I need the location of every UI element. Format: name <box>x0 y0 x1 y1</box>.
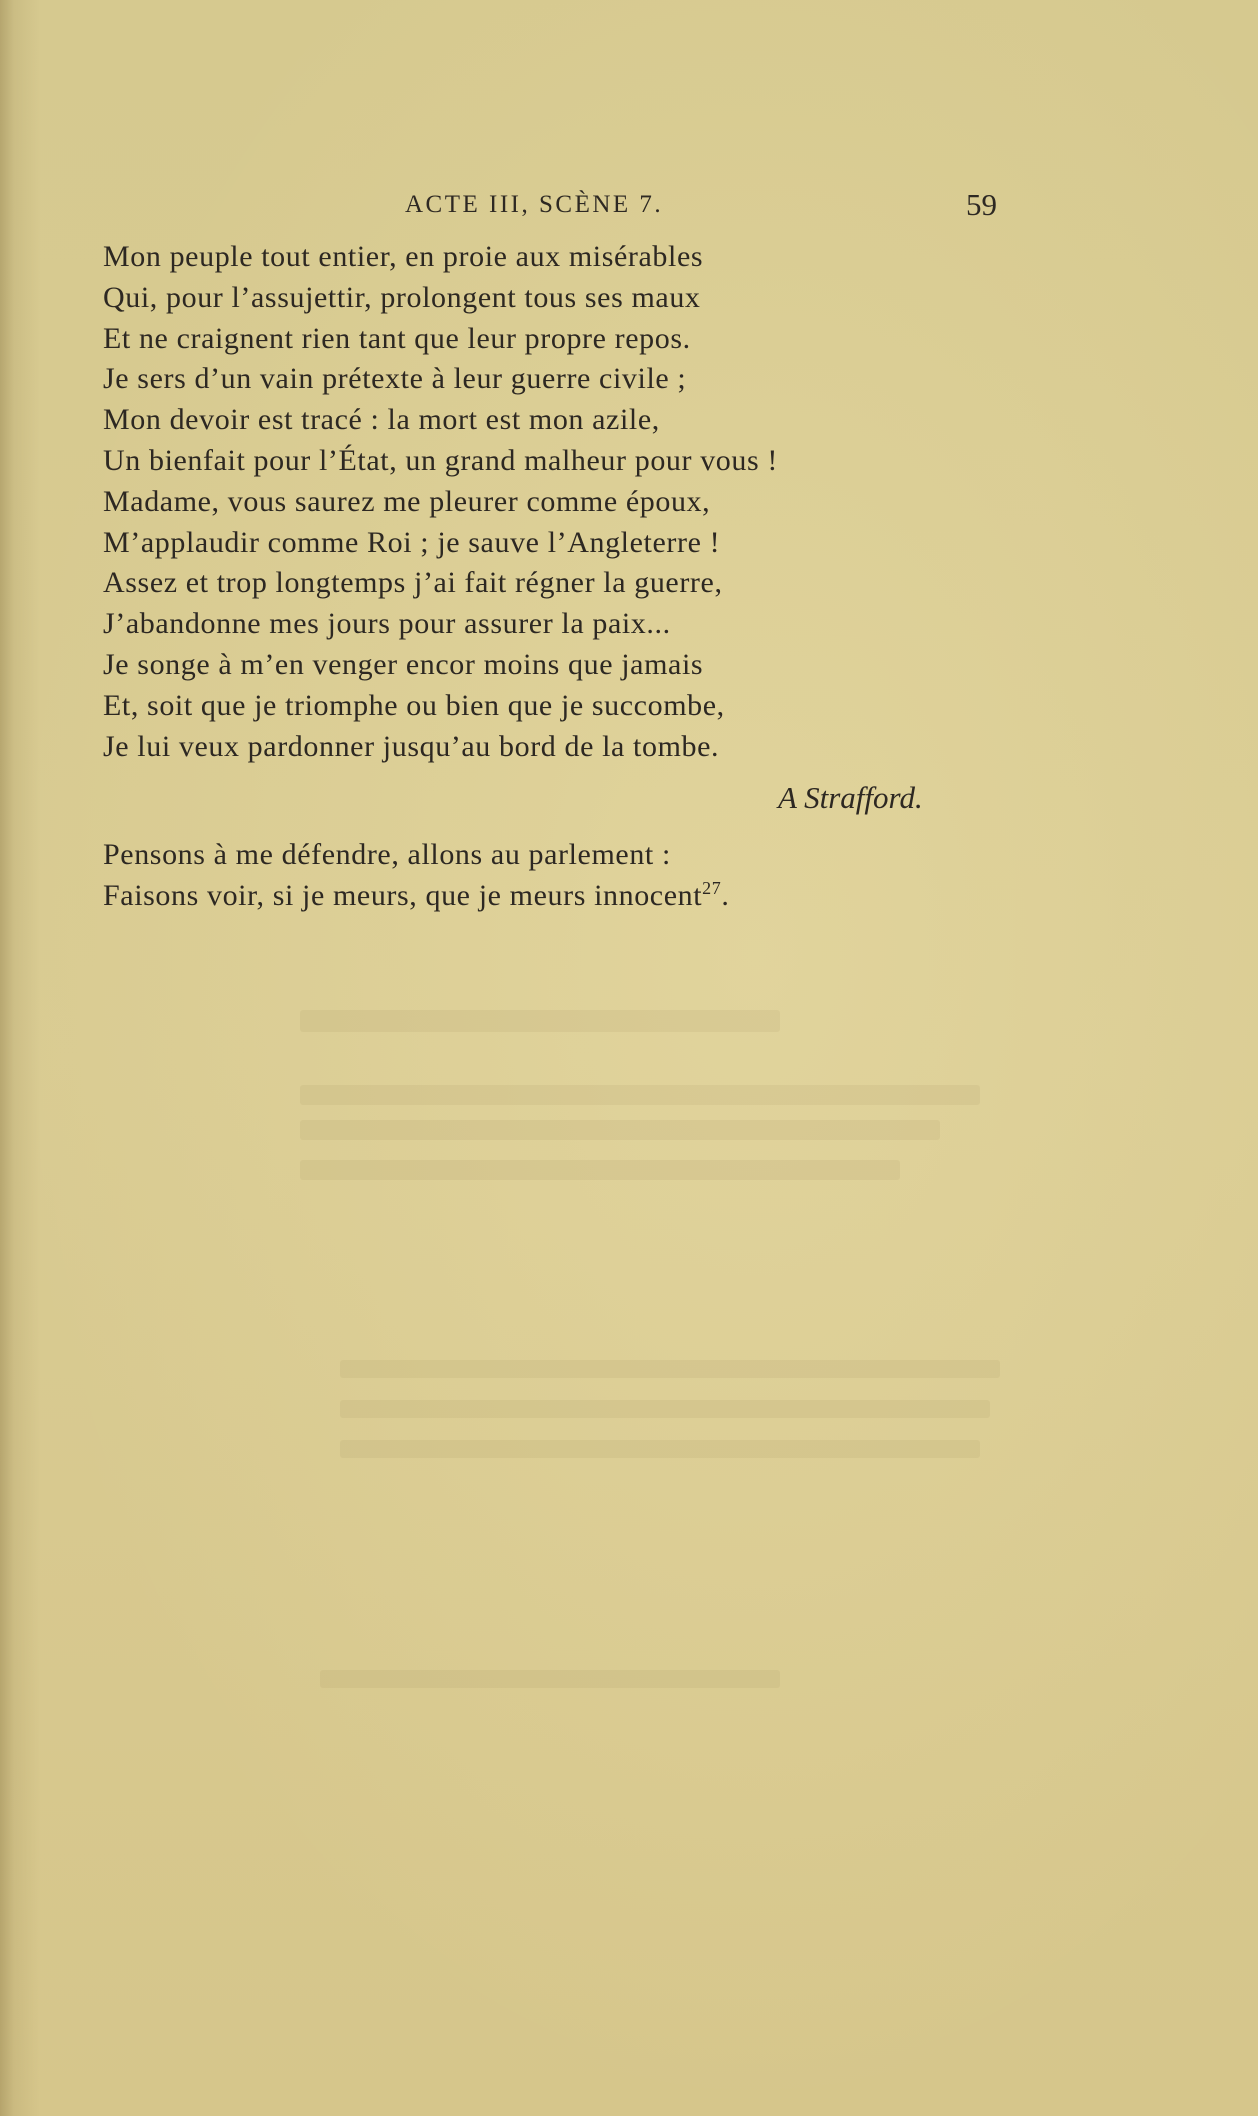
verse-line: Un bienfait pour l’État, un grand malheur pour vous ! <box>103 443 778 477</box>
closing-punctuation: . <box>721 878 730 912</box>
bleed-through-mark <box>320 1670 780 1688</box>
verse-line: Mon devoir est tracé : la mort est mon azile, <box>103 403 660 437</box>
footnote-reference[interactable]: 27 <box>702 877 722 898</box>
bleed-through-mark <box>300 1010 780 1032</box>
verse-line: Mon peuple tout entier, en proie aux misérables <box>103 240 704 273</box>
bleed-through-mark <box>300 1160 900 1180</box>
bleed-through-mark <box>340 1360 1000 1378</box>
verse-line: M’applaudir comme Roi ; je sauve l’Angleterre ! <box>103 525 721 559</box>
verse-line: Et ne craignent rien tant que leur propre repos. <box>103 321 691 355</box>
verse-line: Je lui veux pardonner jusqu’au bord de la tombe. <box>103 729 720 763</box>
running-head: ACTE III, SCÈNE 7. <box>405 191 664 218</box>
verse-line-final <box>103 876 983 917</box>
stage-direction: A Strafford. <box>778 780 923 815</box>
verse-line: Qui, pour l’assujettir, prolongent tous ses maux <box>103 280 701 314</box>
verse-line: Assez et trop longtemps j’ai fait régner la guerre, <box>103 566 723 600</box>
verse-line: Et, soit que je triomphe ou bien que je succombe, <box>103 688 725 722</box>
bleed-through-mark <box>300 1085 980 1105</box>
bleed-through-mark <box>300 1120 940 1140</box>
verse-line-text: Faisons voir, si je meurs, que je meurs innocent <box>103 878 703 912</box>
verse-line: J’abandonne mes jours pour assurer la paix... <box>103 607 671 641</box>
page-number: 59 <box>966 187 997 222</box>
verse-block-closing <box>103 835 983 917</box>
verse-line: Je sers d’un vain prétexte à leur guerre civile ; <box>103 362 687 396</box>
bleed-through-mark <box>340 1400 990 1418</box>
verse-line: Madame, vous saurez me pleurer comme époux, <box>103 484 711 518</box>
verse-line: Pensons à me défendre, allons au parlement : <box>103 838 671 871</box>
verse-line: Je songe à m’en venger encor moins que jamais <box>103 647 704 681</box>
bleed-through-mark <box>340 1440 980 1458</box>
verse-block-main <box>103 237 983 767</box>
